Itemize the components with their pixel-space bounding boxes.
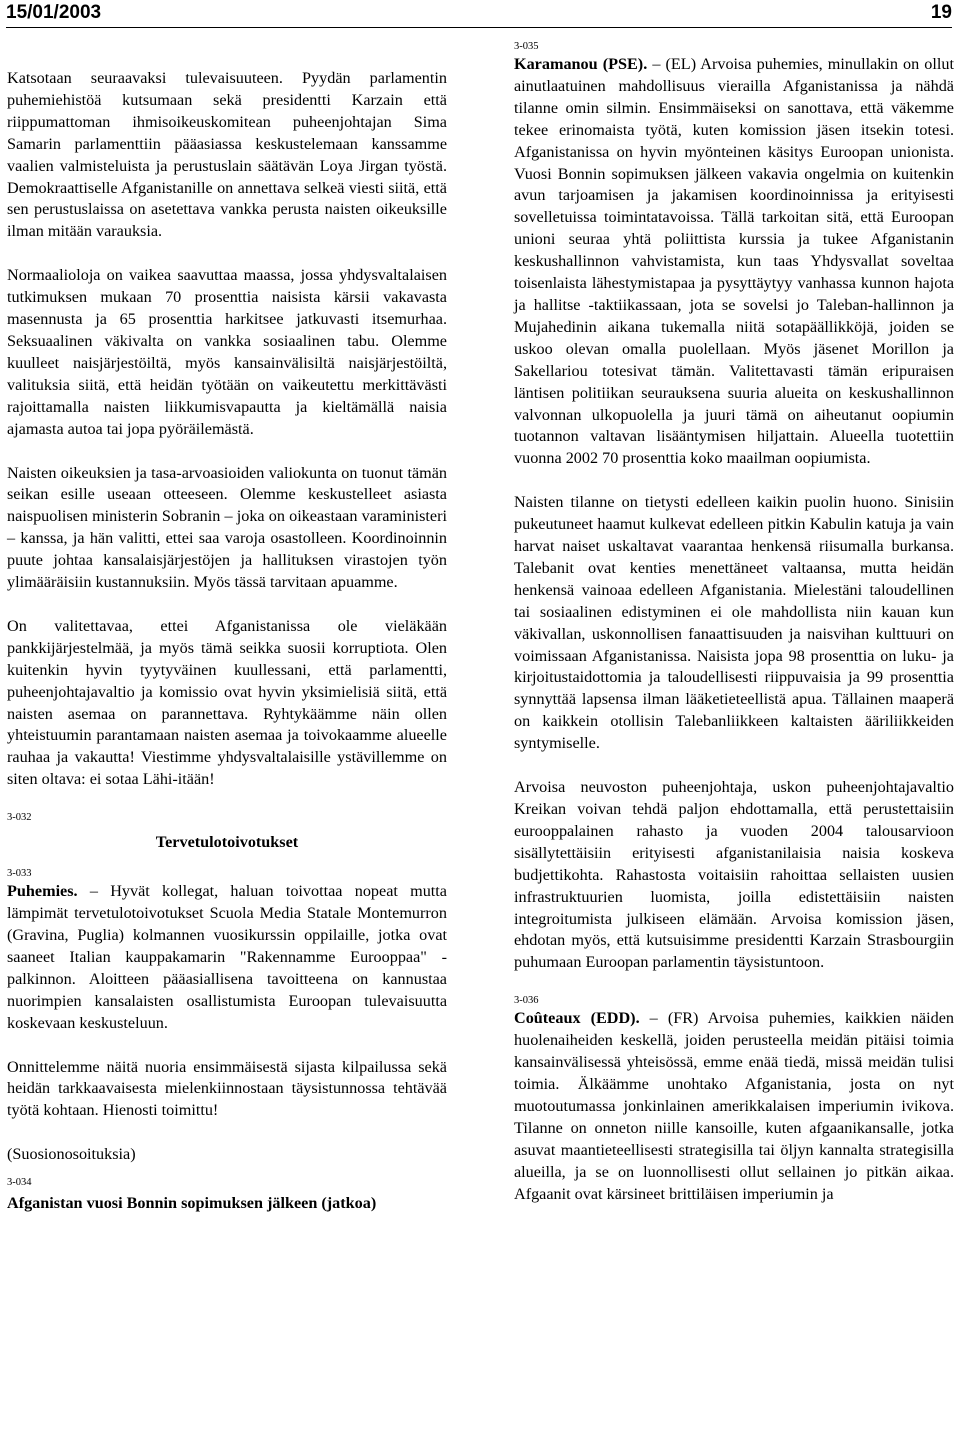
section-heading: Tervetulotoivotukset [155,833,299,852]
item-code: 3-035 [514,41,539,52]
speaker-name: Coûteaux (EDD). [514,1009,640,1028]
paragraph [514,54,954,470]
speech-text: – (EL) Arvoisa puhemies, minullakin on ollut ainutlaatuinen mahdollisuus vierailla Afganistanissa ja nähdä tilanne omin silmin. Ensimmäiseksi on sanottava, että väkemme tekee erinomaista työtä, kuten komission jäsen itsekin totesi. Afganistanissa on hyvin myönteinen käsitys Euroopan unionista. Vuosi Bonnin sopimuksen jälkeen vakavia ongelmia on kuitenkin avun tarjoamisen ja jakamisen koordinoinnissa ja erityisesti sovelletuissa toimintatavoissa. Tällä tarkoitan sitä, että Euroopan unioni seuraa yhtä poliittista kurssia ja tukee Afganistanin keskushallinnon vahvistamista, kun taas Yhdysvallat soveltaa toisenlaista lähestymistapaa ja pysyttäytyy vanhassa kunnon hajota ja hallitse -taktiikassaan, jota se sovelsi jo Taleban-hallinnon ja Mujahedinin aikana tukemalla niitä sotapäällikköjä, joiden se uskoo olevan omalla puolellaan. Myös jäsenet Morillon ja Sakellariou totesivat tämän. Valitettavasti tämän eripuraisen läntisen politiikan seurauksena suuria alueita on keskushallinnon valvonnan ulkopuolella ja juuri tämä on aiheutanut oopiumin tuotannon valtavan lisääntymisen hiljattain. Alueella tuotettiin vuonna 2002 70 prosenttia koko maailman oopiumista. [514,55,954,468]
paragraph [514,1008,954,1205]
paragraph: On valitettavaa, ettei Afganistanissa ole vieläkään pankkijärjestelmää, ja myös tämä seikka suosii korruptiota. Olen kuitenkin hyvin tyytyväinen kuullessani, että parlamentti, puheenjohtajavaltio ja komissio ovat hyvin yksimielisiä siitä, että naisten asemaa on parannettava. Ryhtykäämme näin ollen yhteistuumin parantamaan naisten asemaa ja toivokaamme alueelle rauhaa ja vakautta! Viestimme yhdysvaltalaisille ystävillemme on siten oltava: ei sotaa Lähi-itään! [7,616,447,789]
item-code: 3-032 [7,812,32,824]
section-heading: Afganistan vuosi Bonnin sopimuksen jälkeen (jatkoa) [7,1194,377,1213]
item-code: 3-034 [7,1177,32,1189]
header-rule [6,27,952,28]
page-number: 19 [930,2,952,23]
paragraph: Arvoisa neuvoston puheenjohtaja, uskon puheenjohtajavaltio Kreikan voivan tehdä paljon ehdottamalla, että perustettaisiin eurooppalainen rahasto ja vuoden 2004 talousarvioon sisällytettäisiin erityisesti afganistanilaisia naisia koskeva budjettikohta. Rahastosta voitaisiin rahoittaa sellaisten uusien infrastruktuurien luomista, joilla edistettäisiin naisten integroitumista julkiseen elämään. Arvoisa komission jäsen, ehdotan myös, että kutsuisimme presidentti Karzain Strasbourgiin puhumaan Euroopan parlamentin täysistuntoon. [514,778,954,972]
page-header [6,0,952,30]
paragraph: Naisten tilanne on tietysti edelleen kaikin puolin huono. Sinisiin pukeutuneet haamut kulkevat edelleen pitkin Kabulin katuja ja vain harvat naiset uskaltavat vaarantaa henkensä riisumalla burkansa. Talebanit ovat kenties menettäneet valtaansa, mutta heidän henkensä vainoaa edelleen Afganistania. Mielestäni taloudellinen tai sosiaalinen edistyminen ei ole mahdollista niin kauan kun väkivallan, uskonnollisen fanaattisuuden ja naisvihan kulttuuri on voimissaan Afganistanissa. Naisista jopa 98 prosenttia on luku- ja kirjoitustaidottomia ja taloudellisesti riippuvaisia ja 99 prosenttia synnyttää lapsensa ilman lääketieteellistä apua. Tällainen maaperä on kaikkein otollisin Talebanliikkeen kaltaisten ääriliikkeiden syntymiselle. [514,493,954,753]
paragraph: Normaalioloja on vaikea saavuttaa maassa, jossa yhdysvaltalaisen tutkimuksen mukaan 70 prosenttia naisista kärsii vakavasta masennusta ja 65 prosenttia harkitsee jatkuvasti itsemurhaa. Seksuaalinen väkivalta on vankka sosiaalinen tabu. Olemme kuulleet naisjärjestöiltä, myös kansainvälisiltä naisjärjestöiltä, valituksia siitä, että heidän työtään on vaikeutettu merkittävästi rajoittamalla naisten liikkumisvapautta ja kieltämällä naisia ajamasta autoa tai jopa pyöräilemästä. [7,266,447,438]
paragraph: Naisten oikeuksien ja tasa-arvoasioiden valiokunta on tuonut tämän seikan esille useaan otteeseen. Olemme keskustelleet asiasta naispuolisen ministerin Sobranin – joka on oikeastaan varaministeri – kanssa, ja hän valitti, ettei saa varoja osastolleen. Koordinoinnin puute johtaa kansalaisjärjestöjen ja hallituksen virastojen työn ylimääräisiin kustannuksiin. Myös tässä tarvitaan apuamme. [7,463,447,592]
paragraph: (Suosionosoituksia) [7,1145,136,1164]
date: 15/01/2003 [6,2,102,23]
paragraph [7,881,447,1034]
speech-text: – Hyvät kollegat, haluan toivottaa nopeat mutta lämpimät tervetulotoivotukset Scuola Media Statale Montemurron (Gravina, Puglia) kolmannen vuosikurssin oppilaille, jotka ovat saaneet Italian kauppakamarin "Rakennamme Eurooppaa" -palkinnon. Aloitteen pääasiallisena tavoitteena on kannustaa nuorimpien kansalaisten osallistumista Euroopan tulevaisuutta koskevaan keskusteluun. [7,882,447,1032]
speaker-name: Puhemies. [7,882,78,901]
item-code: 3-033 [7,868,32,880]
left-column [7,40,447,1214]
paragraph: Onnittelemme näitä nuoria ensimmäisestä sijasta kilpailussa sekä heidän tarkkaavaisesta mielenkiinnostaan täysistunnossa tehtävää työtä kohtaan. Hienosti toimittu! [7,1057,447,1120]
paragraph: Katsotaan seuraavaksi tulevaisuuteen. Pyydän parlamentin puhemiehistöä kutsumaan sekä presidentti Karzain että riippumattoman ihmisoikeuskomitean puheenjohtajan Sima Samarin parlamenttiin pääasiassa keskustelemaan kanssamme vaalien valmisteluista ja perustuslain säätävän Loya Jirgan työstä. Demokraattiselle Afganistanille on annettava selkeä viesti siitä, että sen perustuslaissa on asetettava vankka perusta naisten oikeuksille ilman mitään varauksia. [7,69,447,241]
item-code: 3-036 [514,995,539,1007]
right-column [514,40,954,1205]
speech-text: – (FR) Arvoisa puhemies, kaikkien näiden huolenaiheiden keskellä, joiden perusteella meidän pitäisi toimia kansainvälisessä yhteisössä, emme enää tiedä, missä meidän tulisi toimia. Älkäämme unohtako Afganistania, josta on nyt muotoutumassa jonkinlainen amerikkalaisen imperiumin ivikova. Tilanne on onneton niille kansoille, kuten afgaanikansalle, jotka asuvat maantieteellisesti strategisilla tai öljyn kannalta strategisilla alueilla, ja se on luonnollisesti ollut sellainen jo pitkän aikaa. Afgaanit ovat kärsineet brittiläisen imperiumin ja [514,1009,954,1203]
speaker-name: Karamanou (PSE). [514,55,648,73]
